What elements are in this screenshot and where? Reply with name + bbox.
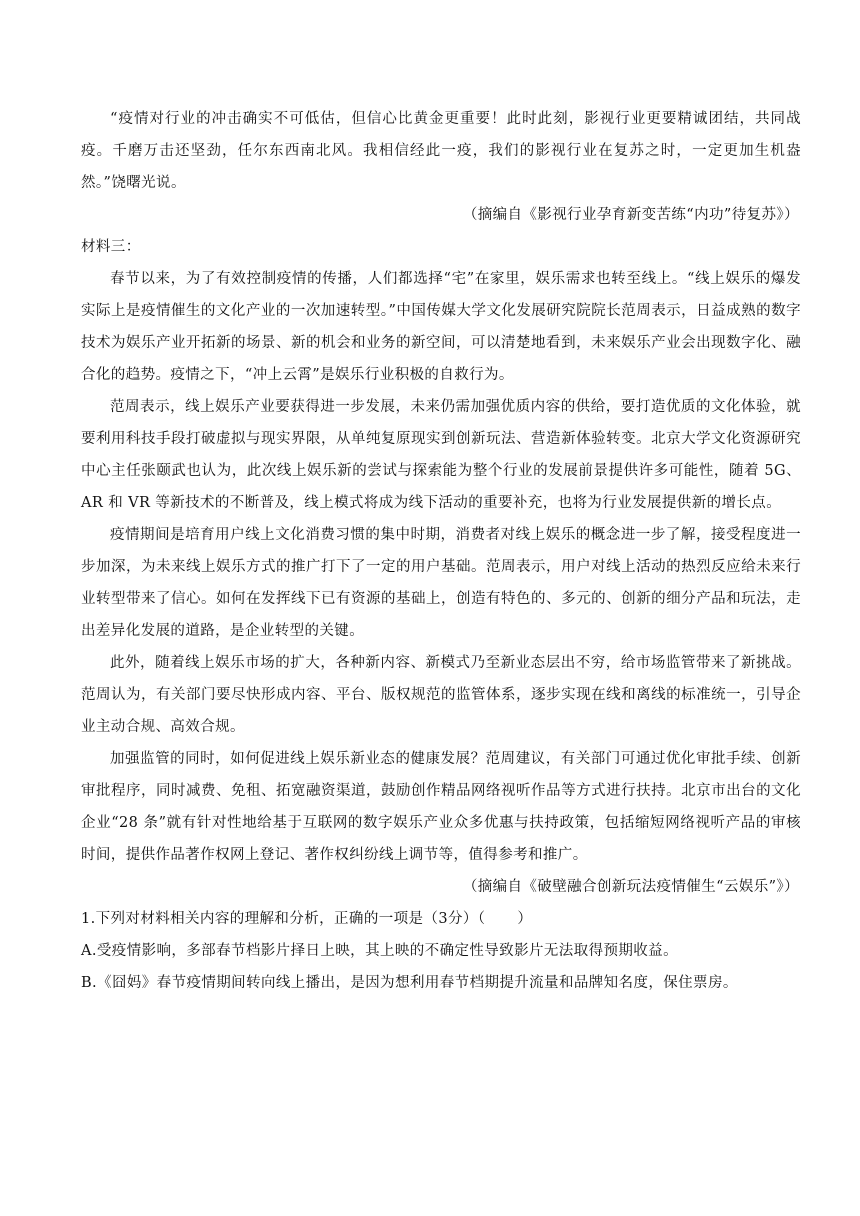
- question-1-option-b: B.《囧妈》春节疫情期间转向线上播出，是因为想利用春节档期提升流量和品牌知名度，保住票房。: [81, 975, 738, 991]
- document-page: [81, 103, 801, 999]
- question-1-stem-close: ）: [517, 911, 533, 927]
- material3-paragraph-3: 疫情期间是培育用户线上文化消费习惯的集中时期，消费者对线上娱乐的概念进一步了解，接受程度进一步加深，为未来线上娱乐方式的推广打下了一定的用户基础。范周表示，用户对线上活动的热烈反应给未来行业转型带来了信心。如何在发挥线下已有资源的基础上，创造有特色的、多元的、创新的细分产品和玩法，走出差异化发展的道路，是企业转型的关键。: [81, 527, 801, 639]
- material3-paragraph-1: 春节以来，为了有效控制疫情的传播，人们都选择“宅”在家里，娱乐需求也转至线上。“线上娱乐的爆发实际上是疫情催生的文化产业的一次加速转型。”中国传媒大学文化发展研究院院长范周表示，日益成熟的数字技术为娱乐产业开拓新的场景、新的机会和业务的新空间，可以清楚地看到，未来娱乐产业会出现数字化、融合化的趋势。疫情之下，“冲上云霄”是娱乐行业积极的自救行为。: [81, 271, 801, 383]
- material3-heading: 材料三：: [81, 239, 141, 255]
- material3-paragraph-2: 范周表示，线上娱乐产业要获得进一步发展，未来仍需加强优质内容的供给，要打造优质的文化体验，就要利用科技手段打破虚拟与现实界限，从单纯复原现实到创新玩法、营造新体验转变。北京大学文化资源研究中心主任张颐武也认为，此次线上娱乐新的尝试与探索能为整个行业的发展前景提供许多可能性，随着 5G、AR 和 VR 等新技术的不断普及，线上模式将成为线下活动的重要补充，也将为行业发展提供新的增长点。: [81, 399, 801, 511]
- material3-source: （摘编自《破壁融合创新玩法疫情催生“云娱乐”》）: [462, 879, 799, 895]
- question-1-stem: [81, 903, 801, 935]
- material3-paragraph-5: 加强监管的同时，如何促进线上娱乐新业态的健康发展？范周建议，有关部门可通过优化审批手续、创新审批程序，同时减费、免租、拓宽融资渠道，鼓励创作精品网络视听作品等方式进行扶持。北京市出台的文化企业“28 条”就有针对性地给基于互联网的数字娱乐产业众多优惠与扶持政策，包括缩短网络视听产品的审核时间，提供作品著作权网上登记、著作权纠纷线上调节等，值得参考和推广。: [81, 751, 801, 863]
- question-1-stem-text: 1.下列对材料相关内容的理解和分析，正确的一项是（3分）（: [81, 911, 486, 927]
- material2-source: （摘编自《影视行业孕育新变苦练“内功”待复苏》）: [462, 207, 799, 223]
- question-1-option-a: A.受疫情影响，多部春节档影片择日上映，其上映的不确定性导致影片无法取得预期收益。: [81, 943, 678, 959]
- material2-closing-quote: “疫情对行业的冲击确实不可低估，但信心比黄金更重要！此时此刻，影视行业更要精诚团结，共同战疫。千磨万击还坚劲，任尔东西南北风。我相信经此一疫，我们的影视行业在复苏之时，一定更加生机盎然。”饶曙光说。: [81, 111, 801, 191]
- material3-paragraph-4: 此外，随着线上娱乐市场的扩大，各种新内容、新模式乃至新业态层出不穷，给市场监管带来了新挑战。范周认为，有关部门要尽快形成内容、平台、版权规范的监管体系，逐步实现在线和离线的标准统一，引导企业主动合规、高效合规。: [81, 655, 801, 735]
